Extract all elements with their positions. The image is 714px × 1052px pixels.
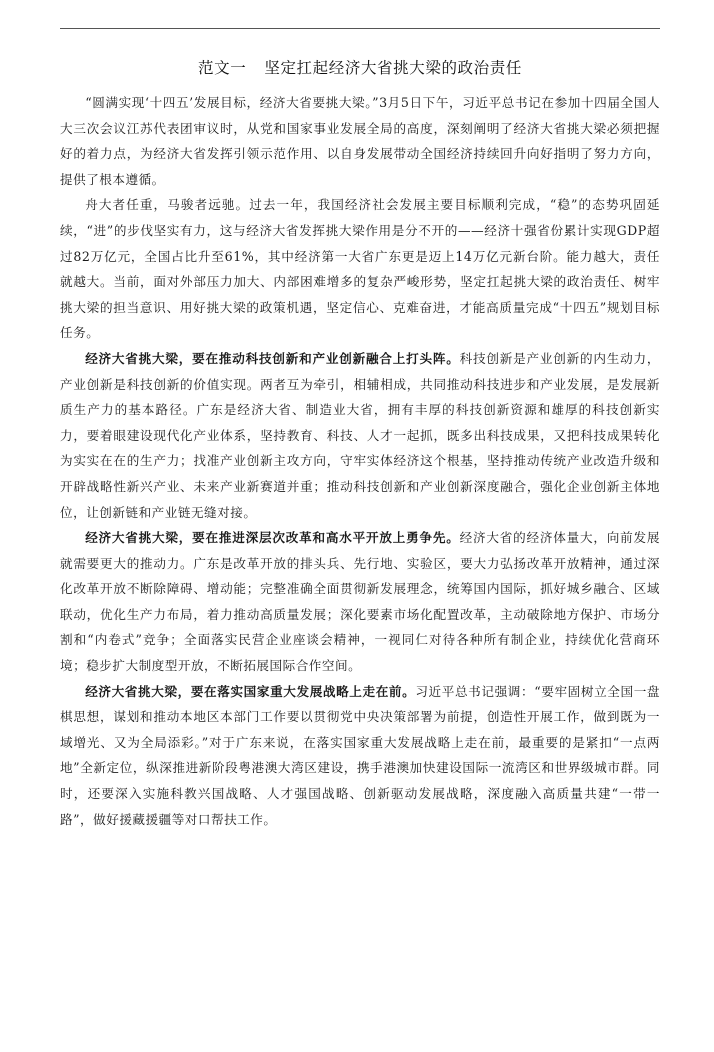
article-title [60, 56, 660, 80]
paragraph-4-lead: 经济大省挑大梁，要在推进深层次改革和高水平开放上勇争先。 [85, 530, 460, 546]
paragraph-3-lead: 经济大省挑大梁，要在推动科技创新和产业创新融合上打头阵。 [85, 350, 460, 366]
paragraph-2-text: 舟大者任重，马骏者远驰。过去一年，我国经济社会发展主要目标顺利完成，“稳”的态势巩固延续，“进”的步伐坚实有力，这与经济大省发挥挑大梁作用是分不开的——经济十强省份累计实现GDP超过82万亿元，全国占比升至61%，其中经济第一大省广东更是迈上14万亿元新台阶。能力越大，责任就越大。当前，面对外部压力加大、内部困难增多的复杂严峻形势，坚定扛起挑大梁的政治责任、树牢挑大梁的担当意识、用好挑大梁的政策机遇，坚定信心、克难奋进，才能高质量完成“十四五”规划目标任务。 [60, 197, 660, 341]
paragraph-4-text: 经济大省的经济体量大，向前发展就需要更大的推动力。广东是改革开放的排头兵、先行地、实验区，要大力弘扬改革开放精神，通过深化改革开放不断除障碍、增动能；完整准确全面贯彻新发展理念，统筹国内国际，抓好城乡融合、区域联动，优化生产力布局，着力推动高质量发展；深化要素市场化配置改革，主动破除地方保护、市场分割和“内卷式”竞争；全面落实民营企业座谈会精神，一视同仁对待各种所有制企业，持续优化营商环境；稳步扩大制度型开放，不断拓展国际合作空间。 [60, 530, 661, 674]
paragraph-4 [60, 525, 660, 679]
article-title-prefix: 范文一 [198, 59, 247, 77]
article-title-main: 坚定扛起经济大省挑大梁的政治责任 [264, 59, 522, 77]
paragraph-5-text: 习近平总书记强调：“要牢固树立全国一盘棋思想，谋划和推动本地区本部门工作要以贯彻党中央决策部署为前提，创造性开展工作，做到既为一域增光、又为全局添彩。”对于广东来说，在落实国家重大发展战略上走在前，最重要的是紧扣“一点两地”全新定位，纵深推进新阶段粤港澳大湾区建设，携手港澳加快建设国际一流湾区和世界级城市群。同时，还要深入实施科教兴国战略、人才强国战略、创新驱动发展战略，深度融入高质量共建“一带一路”，做好援藏援疆等对口帮扶工作。 [60, 683, 660, 827]
header-rule [60, 28, 660, 29]
paragraph-1-text: “圆满实现‘十四五’发展目标，经济大省要挑大梁。”3月5日下午，习近平总书记在参加十四届全国人大三次会议江苏代表团审议时，从党和国家事业发展全局的高度，深刻阐明了经济大省挑大梁必须把握好的着力点，为经济大省发挥引领示范作用、以自身发展带动全国经济持续回升向好指明了努力方向，提供了根本遵循。 [60, 95, 660, 187]
paragraph-2 [60, 192, 660, 346]
paragraph-5 [60, 679, 660, 833]
paragraph-1 [60, 90, 660, 192]
paragraph-3 [60, 346, 660, 525]
article-body [60, 90, 660, 832]
paragraph-3-text: 科技创新是产业创新的内生动力，产业创新是科技创新的价值实现。两者互为牵引，相辅相成，共同推动科技进步和产业发展，是发展新质生产力的基本路径。广东是经济大省、制造业大省，拥有丰厚的科技创新资源和雄厚的科技创新实力，要着眼建设现代化产业体系，坚持教育、科技、人才一起抓，既多出科技成果，又把科技成果转化为实实在在的生产力；找准产业创新主攻方向，守牢实体经济这个根基，坚持推动传统产业改造升级和开辟战略性新兴产业、未来产业新赛道并重；推动科技创新和产业创新深度融合，强化企业创新主体地位，让创新链和产业链无缝对接。 [60, 350, 661, 520]
paragraph-5-lead: 经济大省挑大梁，要在落实国家重大发展战略上走在前。 [85, 683, 416, 699]
